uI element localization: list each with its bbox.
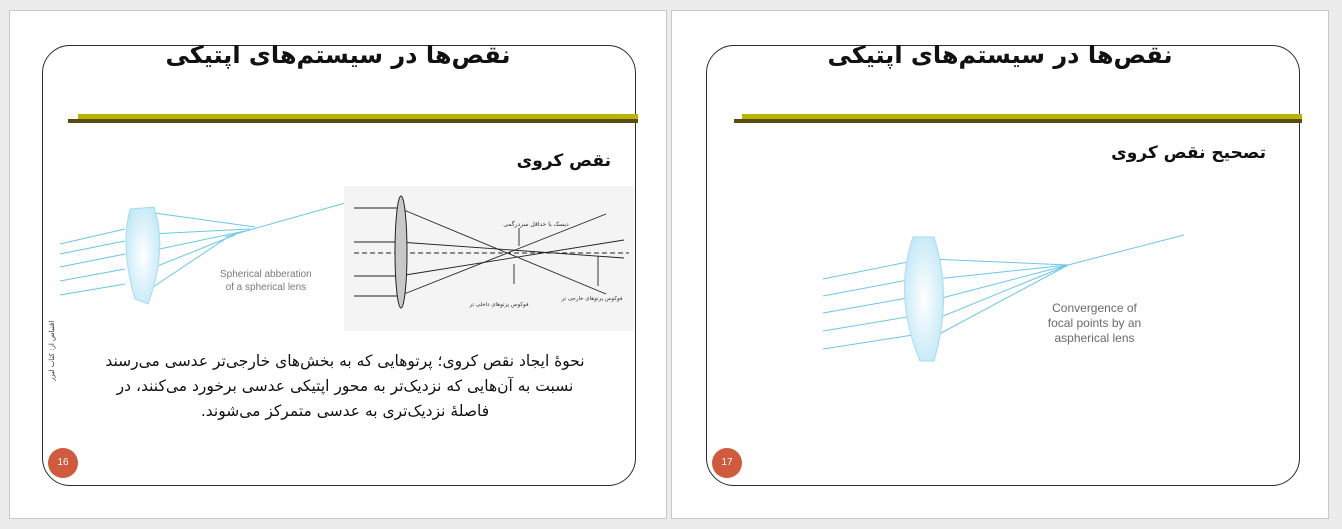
diagram-label-top: دیسک با حداقل سردرگمی [503,221,569,228]
slide-number-badge: 16 [48,448,78,478]
slide-title: نقص‌ها در سیستم‌های اپتیکی [827,41,1173,69]
slide-number-badge: 17 [712,448,742,478]
body-paragraph [72,349,618,424]
slide-subtitle: تصحیح نقص کروی [1111,143,1266,163]
lens-caption-line: aspherical lens [1054,331,1135,345]
lens-caption-line: focal points by an [1047,316,1142,330]
title-rule-dark [734,119,1302,123]
body-line: نسبت به آن‌هایی که نزدیک‌تر به محور اپتیکی عدسی برخورد می‌کنند، در [116,377,574,395]
slide-subtitle: نقص کروی [516,151,611,171]
diagram-label-bottom-left: فوکوس پرتوهای داخلی تر [469,302,529,308]
lens-caption-line: Spherical abberation [220,269,312,280]
lens-caption [1027,301,1162,346]
lens-caption-line: Convergence of [1052,301,1137,315]
lens-caption-line: of a spherical lens [225,282,307,293]
slide-16 [9,10,667,519]
aberration-diagram [344,186,634,331]
side-note: اقتباس از: کتاب لیزر [48,320,56,381]
slide-17 [671,10,1329,519]
body-line: نحوهٔ ایجاد نقص کروی؛ پرتوهایی که به بخش‌های خارجی‌تر عدسی می‌رسند [105,352,585,370]
lens-caption [220,268,312,294]
slide-title: نقص‌ها در سیستم‌های اپتیکی [165,41,511,69]
spherical-lens-illustration [50,189,350,319]
body-line: فاصلهٔ نزدیک‌تری به عدسی متمرکز می‌شوند. [200,402,490,420]
aspherical-lens-illustration [818,221,1198,371]
title-rule-dark [68,119,638,123]
diagram-label-bottom-right: فوکوس پرتوهای خارجی تر [561,296,623,302]
